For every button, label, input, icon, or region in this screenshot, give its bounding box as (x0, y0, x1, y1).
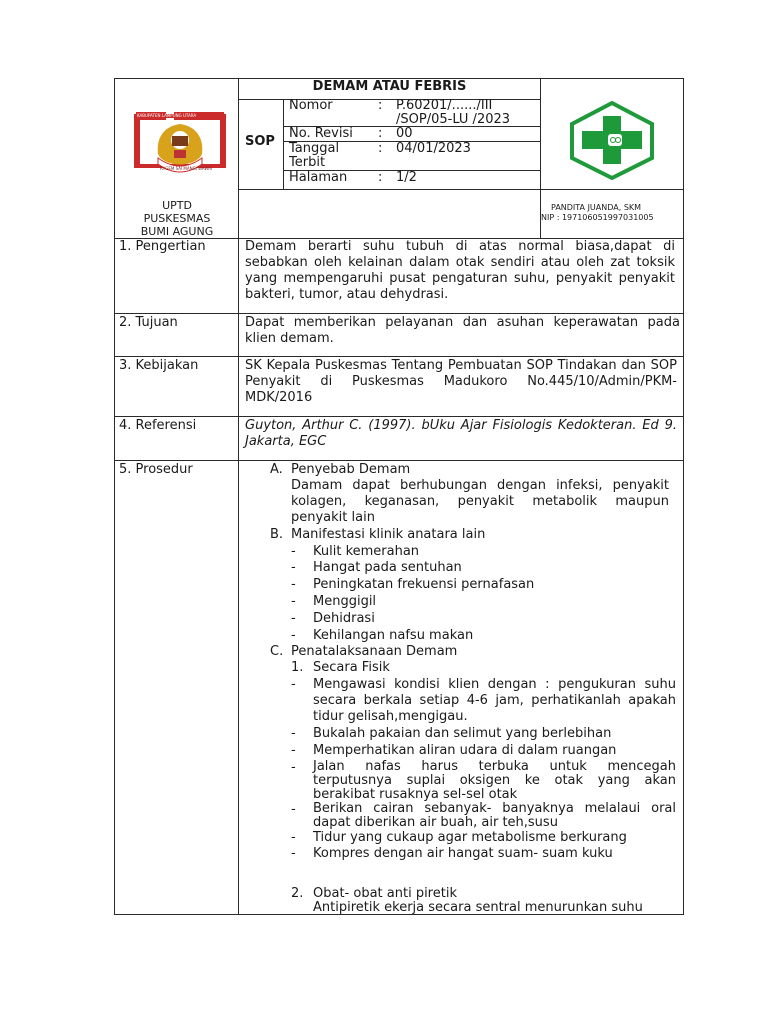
b-item-dash: - (291, 611, 296, 626)
sop-cell-divider (283, 99, 284, 189)
c2-title: Obat- obat anti piretik (313, 886, 457, 901)
nomor-value-line1: P.60201/....../III (396, 98, 493, 113)
document-title: DEMAM ATAU FEBRIS (312, 79, 467, 94)
tanggal-label-line1: Tanggal (289, 141, 340, 156)
c1-item-dash: - (291, 846, 296, 861)
org-line-puskesmas: PUSKESMAS (143, 212, 211, 225)
c1-item: Bukalah pakaian dan selimut yang berlebihan (313, 726, 612, 741)
c1-item-dash: - (291, 760, 296, 775)
b-item-dash: - (291, 577, 296, 592)
puskesmas-cross-icon (568, 100, 656, 180)
kabupaten-emblem-icon (134, 110, 226, 184)
c1-marker: 1. (291, 660, 304, 675)
kebijakan-text: SK Kepala Puskesmas Tentang Pembuatan SOP Tindakan dan SOP Penyakit di Puskesmas Madukoro No.445/10/Admin/PKM-MDK/2016 (245, 358, 677, 405)
organization-name (116, 199, 238, 238)
row-referensi-bottom (114, 460, 684, 461)
c1-item-dash: - (291, 677, 296, 692)
b-item-dash: - (291, 628, 296, 643)
nomor-label: Nomor (289, 98, 333, 113)
prosedur-a-title: Penyebab Demam (291, 462, 411, 477)
c1-item-dash: - (291, 743, 296, 758)
halaman-label: Halaman (289, 170, 348, 185)
b-item-dash: - (291, 544, 296, 559)
b-item-dash: - (291, 594, 296, 609)
prosedur-c-title: Penatalaksanaan Demam (291, 644, 458, 659)
prosedur-a-marker: A. (270, 462, 283, 477)
c1-item-dash: - (291, 830, 296, 845)
kebijakan-label: 3. Kebijakan (119, 358, 199, 373)
table-border-right (683, 78, 684, 915)
tanggal-value: 04/01/2023 (396, 141, 471, 156)
halaman-value: 1/2 (396, 170, 417, 185)
prosedur-c-marker: C. (270, 644, 284, 659)
b-item: Dehidrasi (313, 611, 375, 626)
c1-item: Mengawasi kondisi klien dengan : pengukuran suhu secara berkala setiap 4-6 jam, perhatikanlah apakah tidur gelisah,mengigau. (313, 677, 676, 724)
tanggal-colon: : (378, 141, 383, 156)
revisi-label: No. Revisi (289, 126, 353, 141)
org-line-uptd: UPTD (162, 199, 192, 212)
column-divider (238, 78, 239, 915)
c1-item: Memperhatikan aliran udara di dalam ruangan (313, 743, 617, 758)
tujuan-label: 2. Tujuan (119, 315, 178, 330)
prosedur-b-marker: B. (270, 527, 284, 542)
table-border-left (114, 78, 115, 915)
sop-label: SOP (245, 134, 275, 149)
org-line-bumi-agung: BUMI AGUNG (140, 225, 214, 238)
c1-title: Secara Fisik (313, 660, 390, 675)
tujuan-text: Dapat memberikan pelayanan dan asuhan keperawatan pada klien demam. (245, 315, 680, 346)
left-logo-caption: KABUPATEN LAMPUNG UTARA (137, 113, 197, 118)
halaman-colon: : (378, 170, 383, 185)
prosedur-b-title: Manifestasi klinik anatara lain (291, 527, 486, 542)
row-kebijakan-bottom (114, 416, 684, 417)
tanggal-label-line2: Terbit (289, 155, 326, 170)
c1-item-dash: - (291, 726, 296, 741)
prosedur-label: 5. Prosedur (119, 462, 193, 477)
c1-item-dash: - (291, 802, 296, 817)
nomor-value-line2: /SOP/05-LU /2023 (396, 112, 511, 127)
signer-name: PANDITA JUANDA, SKM (551, 203, 642, 212)
b-item: Kehilangan nafsu makan (313, 628, 474, 643)
c1-item: Berikan cairan sebanyak- banyaknya melalaui oral dapat diberikan air buah, air teh,susu (313, 801, 676, 830)
row-tujuan-bottom (114, 356, 684, 357)
c1-item: Tidur yang cukaup agar metabolisme berkurang (313, 830, 627, 845)
revisi-value: 00 (396, 126, 413, 141)
c1-item: Jalan nafas harus terbuka untuk mencegah terputusnya suplai oksigen ke otak yang akan berakibat rusaknya sel-sel otak (313, 759, 676, 802)
signer-nip: NIP : 197106051997031005 (541, 213, 654, 222)
c2-marker: 2. (291, 886, 304, 901)
b-item-dash: - (291, 560, 296, 575)
revisi-colon: : (378, 126, 383, 141)
left-logo-motto: RAGEM SAI MANGI WAWAI (160, 166, 213, 171)
pengertian-label: 1. Pengertian (119, 239, 206, 254)
b-item: Peningkatan frekuensi pernafasan (313, 577, 535, 592)
row-pengertian-bottom (114, 313, 684, 314)
nomor-colon: : (378, 98, 383, 113)
c1-item: Kompres dengan air hangat suam- suam kuku (313, 846, 613, 861)
b-item: Kulit kemerahan (313, 544, 420, 559)
b-item: Menggigil (313, 594, 377, 609)
pengertian-text: Demam berarti suhu tubuh di atas normal biasa,dapat di sebabkan oleh kelainan dalam otak sendiri atau oleh zat toksik yang mempengaruhi pusat pengaturan suhu, penyakit penyakit bakteri, tumor, atau dehydrasi. (245, 239, 675, 302)
c2-text: Antipiretik ekerja secara sentral menurunkan suhu (313, 900, 643, 915)
kabupaten-logo (134, 110, 226, 184)
sop-block-bottom (238, 189, 684, 190)
referensi-label: 4. Referensi (119, 418, 197, 433)
prosedur-a-text: Damam dapat berhubungan dengan infeksi, penyakit kolagen, keganasan, penyakit metabolik maupun penyakit lain (291, 478, 669, 525)
referensi-text: Guyton, Arthur C. (1997). bUku Ajar Fisiologis Kedokteran. Ed 9. Jakarta, EGC (245, 418, 677, 449)
puskesmas-logo (568, 100, 656, 180)
b-item: Hangat pada sentuhan (313, 560, 462, 575)
